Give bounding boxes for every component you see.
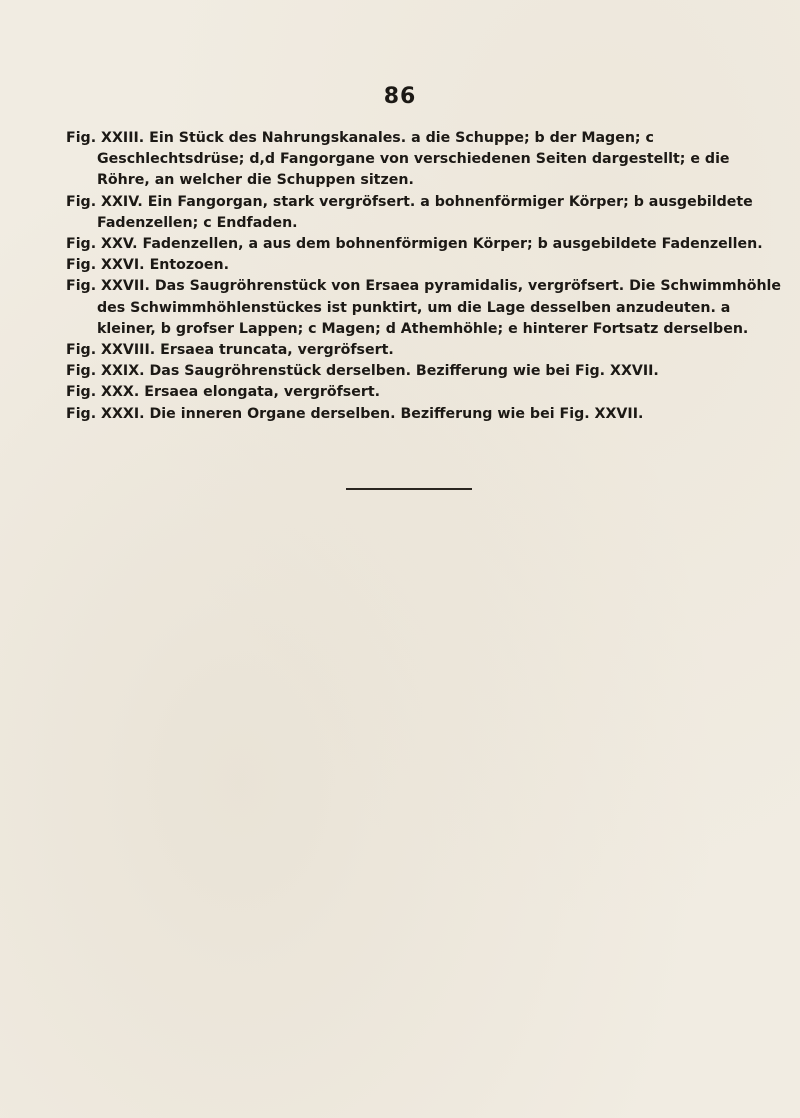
figure-label: Fig. XXVII.	[66, 278, 150, 295]
figure-label: Fig. XXV.	[66, 236, 138, 253]
figure-label: Fig. XXVI.	[66, 257, 145, 274]
figure-label: Fig. XXIV.	[66, 193, 143, 210]
figure-label: Fig. XXIII.	[66, 130, 145, 146]
figure-description: Das Saugröhrenstück derselben. Bezifferung wie bei Fig. XXVII.	[149, 363, 659, 380]
figure-caption	[66, 340, 782, 361]
figure-description: Ein Stück des Nahrungskanales. a die Schuppe; b der Magen; c Geschlechtsdrüse; d,d Fangorgane von verschiedenen Seiten dargestellt; e die Röhre, an welcher die Schuppen sitzen.	[97, 130, 730, 189]
figure-caption	[66, 234, 782, 255]
figure-caption-list	[66, 128, 782, 425]
figure-caption	[66, 404, 782, 425]
figure-description: Das Saugröhrenstück von Ersaea pyramidalis, vergröfsert. Die Schwimmhöhle des Schwimmhöhlenstückes ist punktirt, um die Lage desselben anzudeuten. a kleiner, b grofser Lappen; c Magen; d Athemhöhle; e hinterer Fortsatz derselben.	[97, 278, 782, 337]
figure-description: Entozoen.	[149, 257, 230, 274]
figure-description: Fadenzellen, a aus dem bohnenförmigen Körper; b ausgebildete Fadenzellen.	[142, 236, 763, 253]
figure-caption	[66, 192, 782, 234]
figure-caption	[66, 361, 782, 382]
figure-caption	[66, 128, 782, 192]
figure-description: Ersaea elongata, vergröfsert.	[144, 384, 381, 401]
figure-label: Fig. XXIX.	[66, 363, 145, 380]
section-divider	[346, 488, 472, 490]
figure-description: Die inneren Organe derselben. Bezifferung wie bei Fig. XXVII.	[149, 405, 644, 422]
figure-caption	[66, 276, 782, 340]
figure-description: Ersaea truncata, vergröfsert.	[160, 342, 394, 359]
figure-label: Fig. XXXI.	[66, 405, 145, 422]
figure-caption	[66, 255, 782, 276]
figure-label: Fig. XXX.	[66, 384, 140, 401]
figure-description: Ein Fangorgan, stark vergröfsert. a bohnenförmiger Körper; b ausgebildete Fadenzellen; c Endfaden.	[97, 193, 753, 231]
page-number: 86	[383, 84, 417, 109]
figure-label: Fig. XXVIII.	[66, 342, 156, 359]
figure-caption	[66, 382, 782, 403]
